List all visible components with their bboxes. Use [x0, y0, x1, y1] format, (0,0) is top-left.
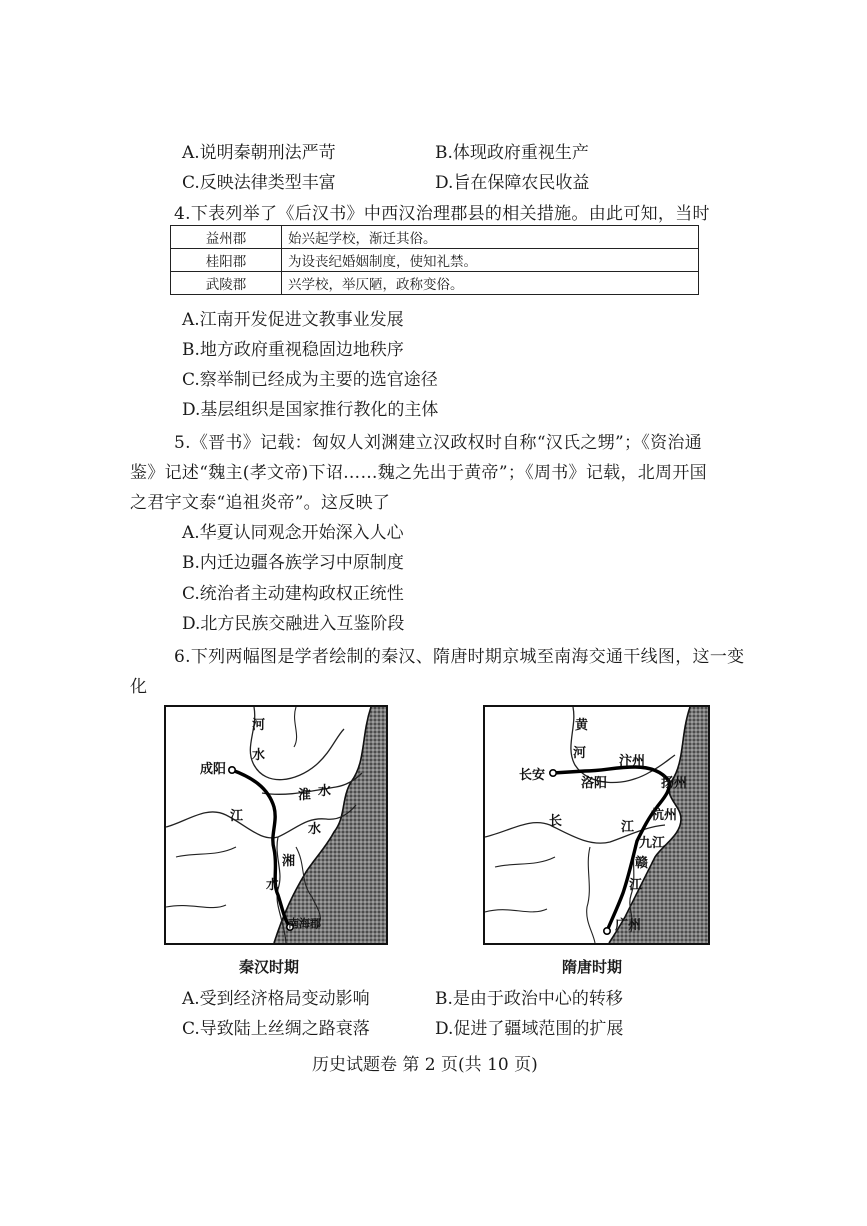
yangtze-river: [166, 805, 356, 838]
sea-area: [274, 707, 386, 943]
river-branch: [587, 847, 595, 943]
label-bianzhou: 汴州: [619, 754, 646, 769]
label-jiang: 江: [621, 820, 635, 835]
label-nanhai: 南海郡: [288, 917, 321, 930]
river-branch: [485, 909, 547, 912]
river-branch: [294, 707, 297, 747]
q6-option-d: D.促进了疆域范围的扩展: [435, 1019, 624, 1039]
q4-table: [170, 225, 699, 295]
q6-stem-line-1: 6.下列两幅图是学者绘制的秦汉、隋唐时期京城至南海交通干线图，这一变: [174, 647, 745, 667]
measure-cell: 兴学校，举仄陋，政称变俗。: [282, 272, 699, 295]
q5-option-b: B.内迁边疆各族学习中原制度: [182, 553, 404, 573]
page-footer: 历史试题卷 第 2 页(共 10 页): [312, 1055, 538, 1075]
q6-option-c: C.导致陆上丝绸之路衰落: [182, 1019, 370, 1039]
river-branch: [495, 857, 555, 867]
label-changan: 长安: [519, 768, 546, 783]
q5-option-c: C.统治者主动建构政权正统性: [182, 584, 404, 604]
qinhan-map-caption: 秦汉时期: [239, 958, 300, 976]
label-he: 河: [252, 718, 266, 733]
label-guangzhou: 广州: [615, 918, 642, 933]
label-jiang: 江: [629, 878, 643, 893]
label-xiang: 湘: [282, 854, 296, 869]
qinhan-route-map: [164, 705, 388, 945]
label-jiujiang: 九江: [639, 836, 666, 851]
commandery-cell: 益州郡: [171, 226, 282, 249]
q6-option-b: B.是由于政治中心的转移: [435, 989, 623, 1009]
guangzhou-marker: [604, 928, 610, 934]
q5-stem-line-2: 鉴》记述“魏主(孝文帝)下诏……魏之先出于黄帝”；《周书》记载，北周开国: [130, 463, 707, 483]
q5-option-a: A.华夏认同观念开始深入人心: [182, 523, 404, 543]
table-row: [171, 249, 699, 272]
label-shui: 水: [318, 784, 332, 799]
measure-cell: 为设丧纪婚姻制度，使知礼禁。: [282, 249, 699, 272]
q5-stem-line-3: 之君宇文泰“追祖炎帝”。这反映了: [130, 493, 391, 513]
q5-stem-line-1: 5.《晋书》记载：匈奴人刘渊建立汉政权时自称“汉氏之甥”；《资治通: [174, 433, 702, 453]
q3-option-d: D.旨在保障农民收益: [435, 173, 590, 193]
q4-stem: 4.下表列举了《后汉书》中西汉治理郡县的相关措施。由此可知，当时: [174, 204, 710, 224]
changan-marker: [550, 770, 556, 776]
label-huang: 黄: [575, 718, 589, 733]
q3-option-a: A.说明秦朝刑法严苛: [182, 143, 336, 163]
label-xianyang: 成阳: [200, 762, 227, 777]
label-yangzhou: 扬州: [661, 776, 688, 791]
commandery-cell: 桂阳郡: [171, 249, 282, 272]
q4-option-b: B.地方政府重视稳固边地秩序: [182, 340, 404, 360]
xianyang-marker: [229, 767, 235, 773]
q4-option-c: C.察举制已经成为主要的选官途径: [182, 370, 438, 390]
q6-stem-line-2: 化: [130, 677, 148, 697]
label-shui: 水: [252, 748, 266, 763]
label-gan: 赣: [635, 856, 649, 871]
label-shui: 水: [266, 878, 280, 893]
label-hangzhou: 杭州: [651, 808, 678, 823]
river-branch: [166, 905, 226, 908]
river-branch: [176, 847, 236, 857]
label-jiang: 江: [230, 809, 244, 824]
table-row: [171, 226, 699, 249]
label-he: 河: [573, 746, 587, 761]
q6-option-a: A.受到经济格局变动影响: [182, 989, 370, 1009]
label-shui: 水: [308, 822, 322, 837]
label-huai: 淮: [298, 788, 312, 803]
table-row: [171, 272, 699, 295]
q4-option-a: A.江南开发促进文教事业发展: [182, 310, 404, 330]
suitang-route-map: [483, 705, 710, 945]
measure-cell: 始兴起学校，渐迁其俗。: [282, 226, 699, 249]
commandery-cell: 武陵郡: [171, 272, 282, 295]
q3-option-b: B.体现政府重视生产: [435, 143, 589, 163]
main-route-line: [232, 770, 290, 927]
q3-option-c: C.反映法律类型丰富: [182, 173, 336, 193]
q4-option-d: D.基层组织是国家推行教化的主体: [182, 400, 439, 420]
label-luoyang: 洛阳: [581, 776, 608, 791]
label-chang: 长: [549, 814, 563, 829]
suitang-map-caption: 隋唐时期: [562, 958, 623, 976]
q5-option-d: D.北方民族交融进入互鉴阶段: [182, 614, 405, 634]
